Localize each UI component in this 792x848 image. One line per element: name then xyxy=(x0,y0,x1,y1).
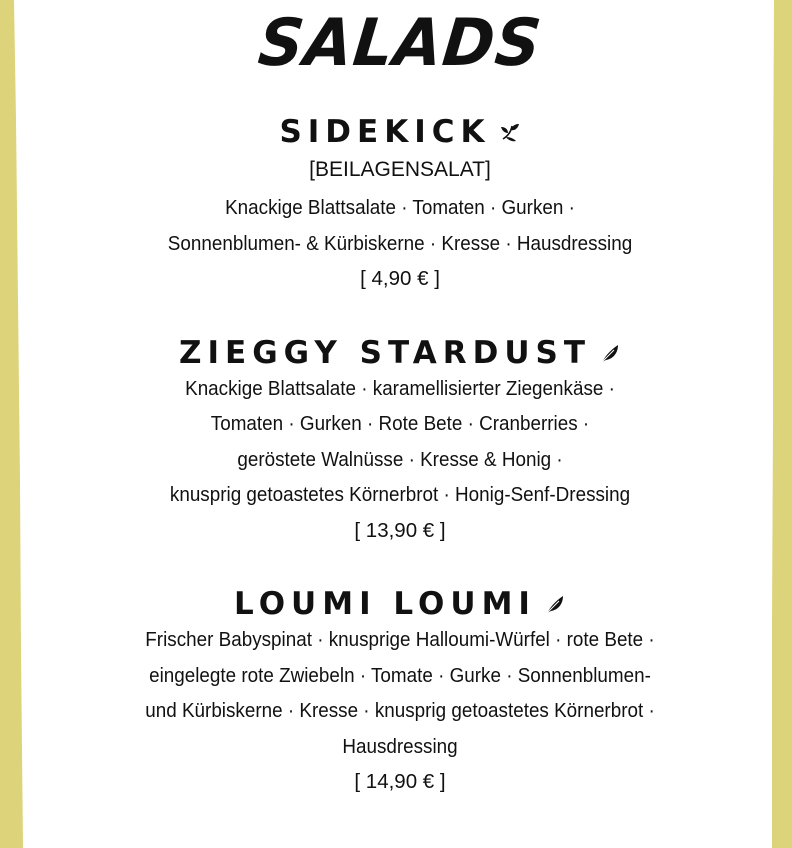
leaf-icon xyxy=(544,593,566,615)
description-line: Knackige Blattsalate · karamellisierter Ziegenkäse · xyxy=(185,376,615,400)
sprout-icon xyxy=(499,121,521,143)
item-price: [ 13,90 € ] xyxy=(354,518,446,542)
menu-item-zieggy-stardust xyxy=(24,335,776,549)
leaf-icon xyxy=(599,342,621,364)
item-price: [ 14,90 € ] xyxy=(354,770,446,793)
menu-page xyxy=(24,0,776,848)
description-line: eingelegte rote Zwiebeln · Tomate · Gurke · Sonnenblumen- xyxy=(149,663,651,687)
left-paper-edge xyxy=(0,0,24,848)
description-line: Hausdressing xyxy=(342,734,458,758)
menu-item-loumi-loumi xyxy=(24,586,776,800)
description-line: knusprig getoastetes Körnerbrot · Honig-Senf-Dressing xyxy=(169,483,631,506)
description-line: Sonnenblumen- & Kürbiskerne · Kresse · Hausdressing xyxy=(167,231,633,255)
item-name: LOUMI LOUMI xyxy=(234,586,536,622)
description-line: geröstete Walnüsse · Kresse & Honig · xyxy=(237,447,563,471)
item-name: ZIEGGY STARDUST xyxy=(179,334,591,371)
section-title: SALADS xyxy=(254,4,546,81)
menu-item-sidekick xyxy=(24,114,776,297)
description-line: Frischer Babyspinat · knusprige Halloumi-Würfel · rote Bete · xyxy=(145,628,655,651)
item-price: [ 4,90 € ] xyxy=(360,267,440,290)
item-name: SIDEKICK xyxy=(279,114,491,150)
description-line: und Kürbiskerne · Kresse · knusprig getoastetes Körnerbrot · xyxy=(145,699,655,722)
description-line: Knackige Blattsalate · Tomaten · Gurken · xyxy=(225,196,575,219)
description-line: Tomaten · Gurken · Rote Bete · Cranberries · xyxy=(210,412,590,435)
item-subtitle: [BEILAGENSALAT] xyxy=(309,158,491,181)
